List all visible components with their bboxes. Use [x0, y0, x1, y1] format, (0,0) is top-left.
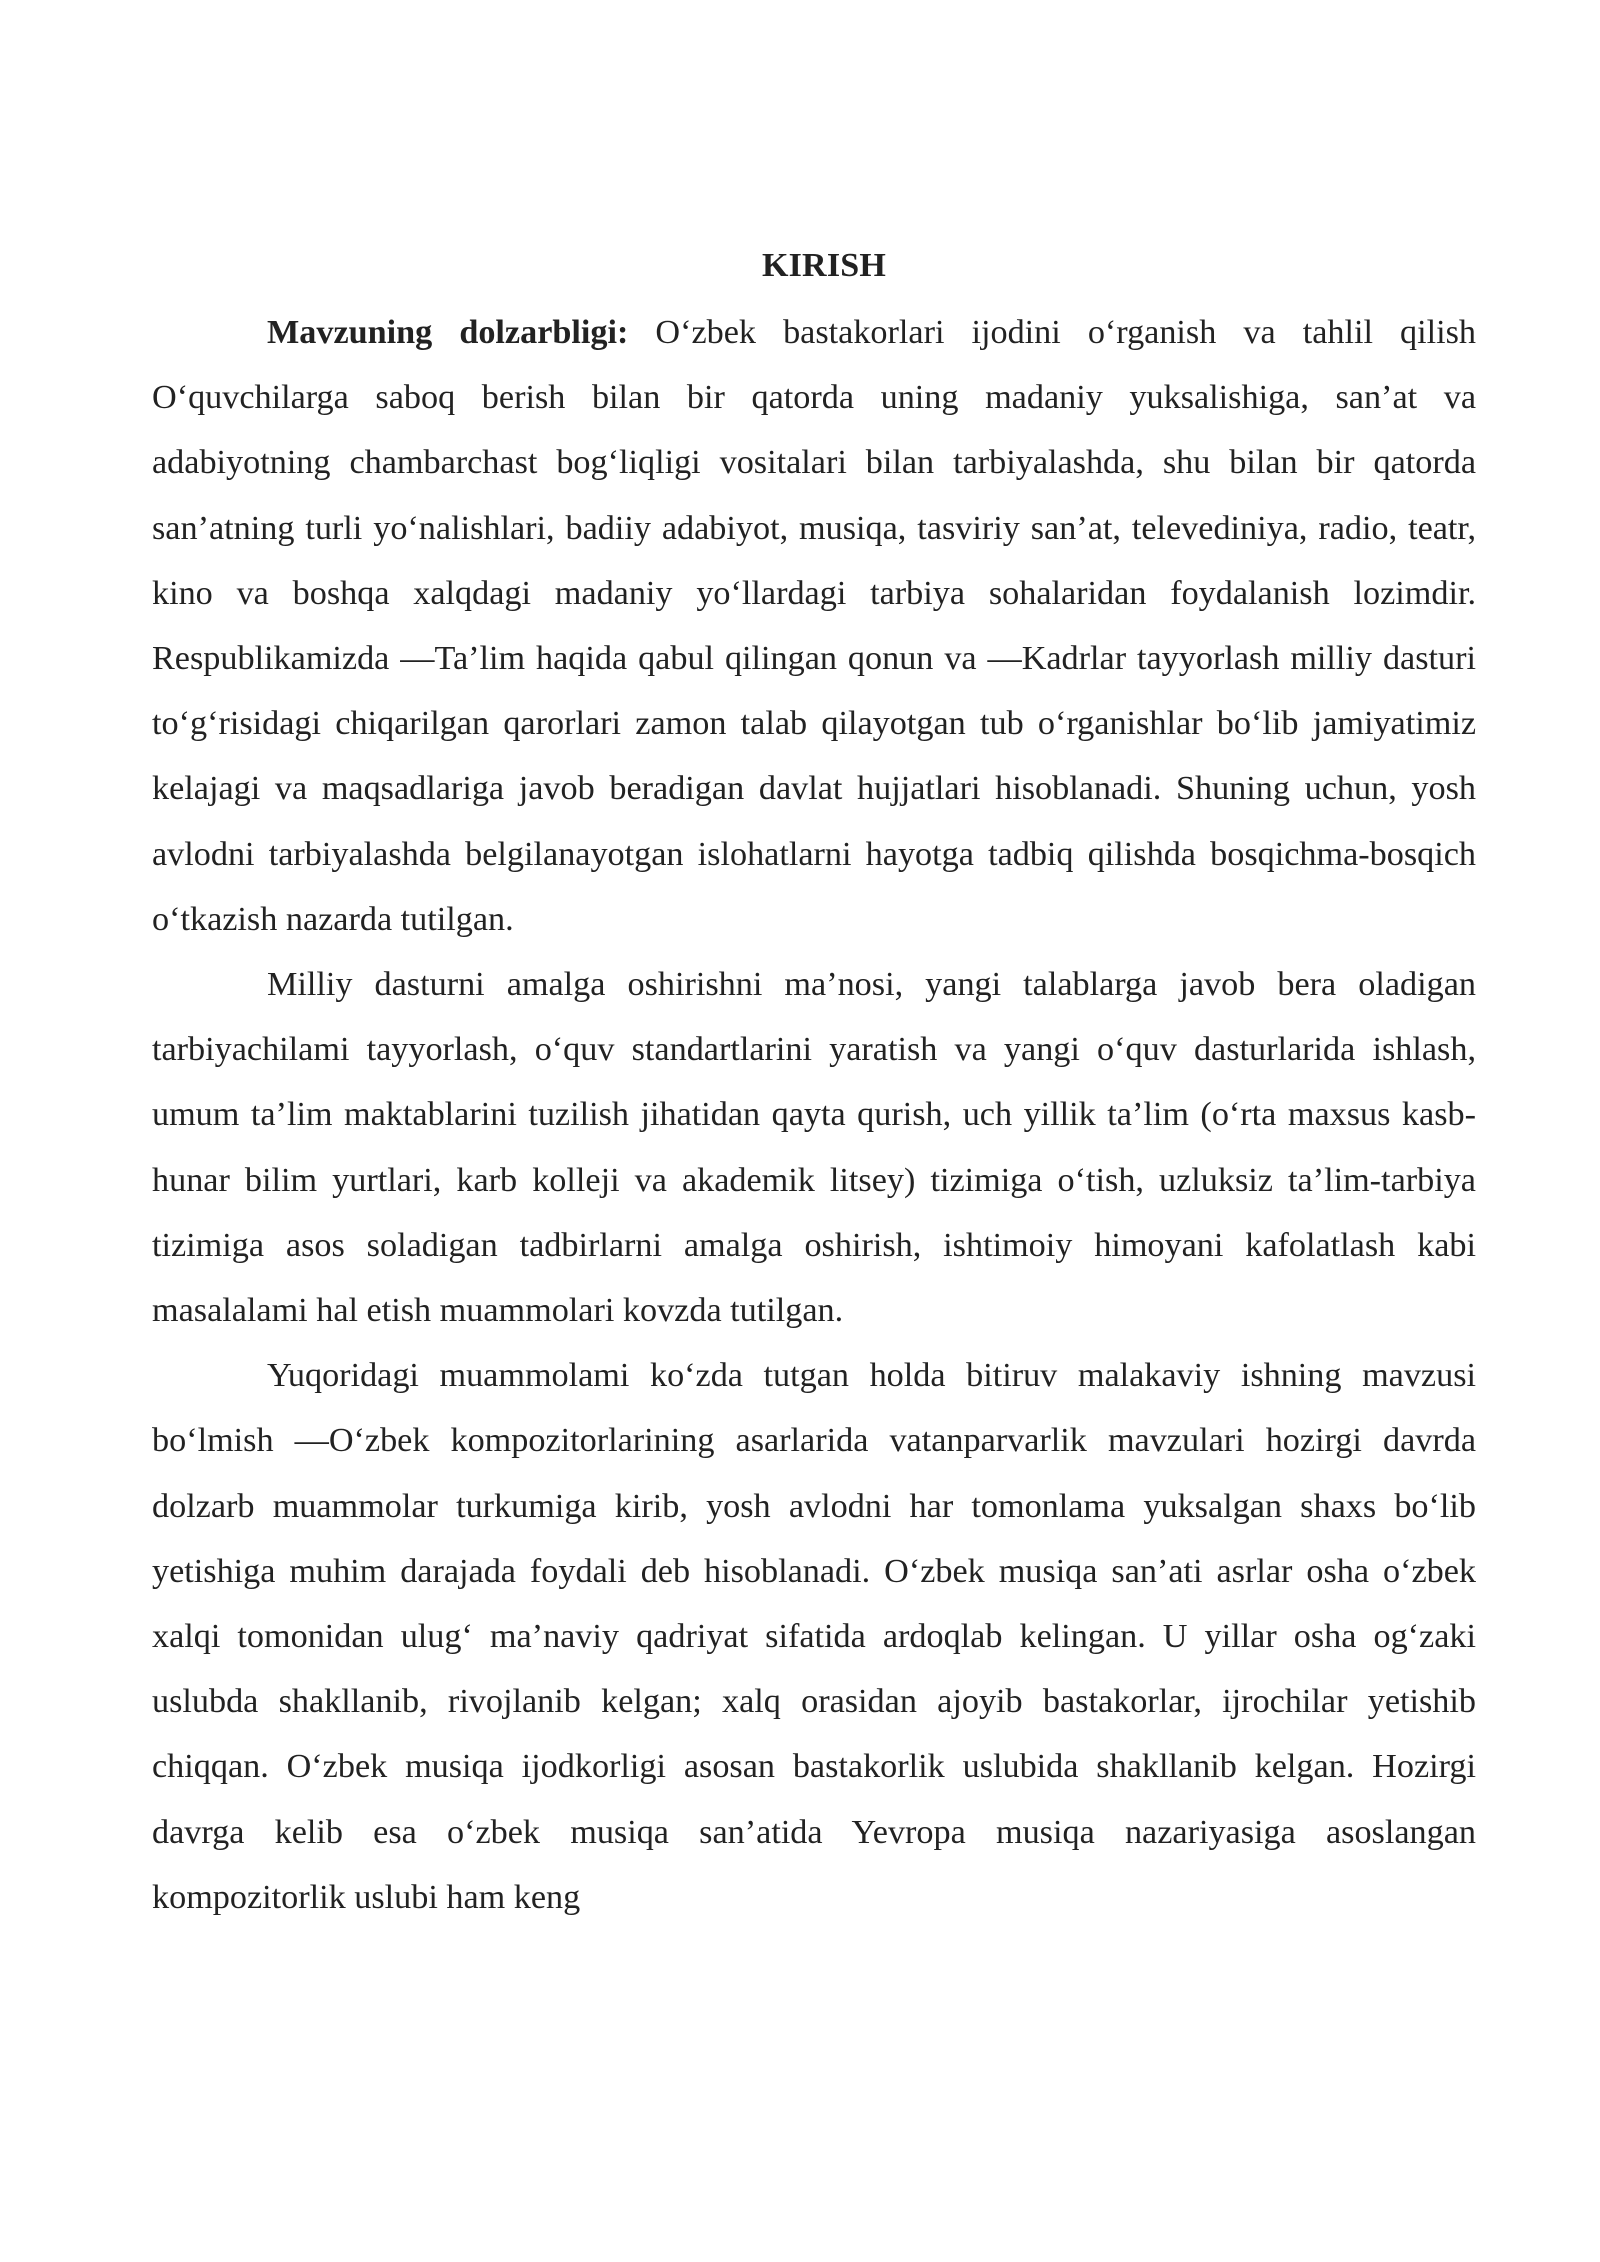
paragraph-text: Yuqoridagi muammolami ko‘zda tutgan holda bitiruv malakaviy ishning mavzusi bo‘lmish —O‘zbek kompozitorlarining asarlarida vatanparvarlik mavzulari hozirgi davrda dolzarb muammolar turkumiga kirib, yosh avlodni har tomonlama yuksalgan shaxs bo‘lib yetishiga muhim darajada foydali deb hisoblanadi. O‘zbek musiqa san’ati asrlar osha o‘zbek xalqi tomonidan ulug‘ ma’naviy qadriyat sifatida ardoqlab kelingan. U yillar osha og‘zaki uslubda shakllanib, rivojlanib kelgan; xalq orasidan ajoyib bastakorlar, ijrochilar yetishib chiqqan. O‘zbek musiqa ijodkorligi asosan bastakorlik uslubida shakllanib kelgan. Hozirgi davrga kelib esa o‘zbek musiqa san’atida Yevropa musiqa nazariyasiga asoslangan kompozitorlik uslubi ham keng [152, 1357, 1476, 1916]
document-body [152, 236, 1476, 1930]
paragraph-1 [152, 300, 1476, 952]
paragraph-3 [152, 1343, 1476, 1930]
paragraph-text: O‘zbek bastakorlari ijodini o‘rganish va tahlil qilish O‘quvchilarga saboq berish bilan bir qatorda uning madaniy yuksalishiga, san’at va adabiyotning chambarchast bog‘liqligi vositalari bilan tarbiyalashda, shu bilan bir qatorda san’atning turli yo‘nalishlari, badiiy adabiyot, musiqa, tasviriy san’at, televediniya, radio, teatr, kino va boshqa xalqdagi madaniy yo‘llardagi tarbiya sohalaridan foydalanish lozimdir. Respublikamizda —Ta’lim haqida qabul qilingan qonun va —Kadrlar tayyorlash milliy dasturi to‘g‘risidagi chiqarilgan qarorlari zamon talab qilayotgan tub o‘rganishlar bo‘lib jamiyatimiz kelajagi va maqsadlariga javob beradigan davlat hujjatlari hisoblanadi. Shuning uchun, yosh avlodni tarbiyalashda belgilanayotgan islohatlarni hayotga tadbiq qilishda bosqichma-bosqich o‘tkazish nazarda tutilgan. [152, 314, 1477, 938]
paragraph-text: Milliy dasturni amalga oshirishni ma’nosi, yangi talablarga javob bera oladigan tarbiyachilami tayyorlash, o‘quv standartlarini yaratish va yangi o‘quv dasturlarida ishlash, umum ta’lim maktablarini tuzilish jihatidan qayta qurish, uch yillik ta’lim (o‘rta maxsus kasb-hunar bilim yurtlari, karb kolleji va akademik litsey) tizimiga o‘tish, uzluksiz ta’lim-tarbiya tizimiga asos soladigan tadbirlarni amalga oshirish, ishtimoiy himoyani kafolatlash kabi masalalami hal etish muammolari kovzda tutilgan. [152, 966, 1476, 1330]
paragraph-2 [152, 952, 1476, 1343]
paragraph-lead: Mavzuning dolzarbligi: [267, 314, 629, 351]
page-title: KIRISH [761, 247, 887, 284]
